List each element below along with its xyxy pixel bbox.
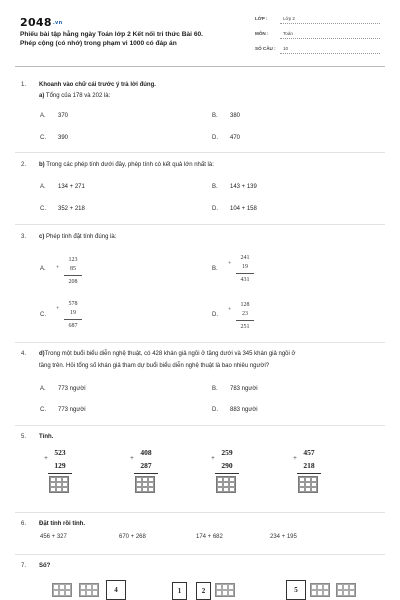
option-d-letter[interactable]: D. (212, 312, 218, 318)
addition-problem-4: 457 + 218 (293, 448, 327, 498)
question-number: 7. (21, 563, 27, 569)
logo-suffix: .vn (52, 20, 63, 26)
question-text-cont: tầng trên. Hỏi tổng số khán giả tham dự buổi biểu diễn nghệ thuật là bao nhiêu người? (39, 363, 270, 369)
site-logo[interactable] (20, 16, 62, 29)
option-c[interactable]: C. 352 + 218 (40, 206, 85, 212)
option-b[interactable]: B. 380 (212, 113, 241, 119)
option-b[interactable]: B. 143 + 139 (212, 184, 257, 190)
option-c[interactable]: C. 773 người (40, 407, 86, 413)
question-text: Số? (39, 563, 51, 569)
answer-grid[interactable] (135, 476, 155, 493)
meta-row-subject (255, 31, 380, 46)
question-number: 2. (21, 162, 27, 168)
question-number: 6. (21, 521, 27, 527)
question-text: d)Trong một buổi biểu diễn nghệ thuật, có 428 khán giả ngồi ở tầng dưới và 345 khán giả ngồi ở (39, 351, 296, 357)
blank-grid[interactable] (336, 583, 356, 597)
expression-1: 456 + 327 (40, 534, 67, 540)
expression-3: 174 + 682 (196, 534, 223, 540)
divider (15, 425, 385, 426)
number-box: 2 (196, 582, 211, 600)
meta-row-count (255, 46, 380, 61)
meta-label: MÔN : (255, 31, 269, 36)
title-line-1: Phiếu bài tập hằng ngày Toán lớp 2 Kết nối tri thức Bài 60. (20, 31, 203, 38)
question-number: 4. (21, 351, 27, 357)
meta-row-class (255, 16, 380, 31)
divider (15, 554, 385, 555)
addition-problem-3: 259 + 290 (211, 448, 245, 498)
option-d[interactable]: D. 470 (212, 135, 241, 141)
option-b-calc[interactable]: + 241 19 431 (228, 255, 258, 289)
divider (15, 342, 385, 343)
divider (15, 152, 385, 153)
question-number: 5. (21, 434, 27, 440)
option-a[interactable]: A. 370 (40, 113, 69, 119)
option-d[interactable]: D. 104 + 158 (212, 206, 257, 212)
option-a-letter[interactable]: A. (40, 266, 46, 272)
number-box: 4 (106, 580, 126, 600)
meta-value: 10 (283, 46, 289, 51)
number-box: 1 (172, 582, 187, 600)
blank-grid[interactable] (52, 583, 72, 597)
question-number: 1. (21, 82, 27, 88)
option-a-calc[interactable]: + 123 85 208 (56, 257, 86, 291)
divider (15, 224, 385, 225)
addition-problem-2: 408 + 287 (130, 448, 164, 498)
question-number: 3. (21, 234, 27, 240)
worksheet-title (20, 30, 250, 48)
meta-label: LỚP : (255, 16, 268, 21)
expression-2: 670 + 268 (119, 534, 146, 540)
option-b[interactable]: B. 783 người (212, 386, 258, 392)
answer-grid[interactable] (298, 476, 318, 493)
answer-grid[interactable] (49, 476, 69, 493)
answer-grid[interactable] (216, 476, 236, 493)
title-line-2: Phép cộng (có nhớ) trong phạm vi 1000 có đáp án (20, 40, 177, 47)
header-divider (15, 66, 385, 67)
question-text: Tính. (39, 434, 54, 440)
option-c-calc[interactable]: + 578 19 687 (56, 301, 86, 335)
meta-panel (255, 16, 380, 61)
expression-4: 234 + 195 (270, 534, 297, 540)
meta-label: SỐ CÂU : (255, 46, 276, 51)
option-c-letter[interactable]: C. (40, 312, 46, 318)
option-a[interactable]: A. 773 người (40, 386, 86, 392)
logo-text: 2048 (20, 16, 52, 29)
option-c[interactable]: C. 390 (40, 135, 69, 141)
question-text: Đặt tính rồi tính. (39, 521, 85, 527)
option-b-letter[interactable]: B. (212, 266, 218, 272)
blank-grid[interactable] (79, 583, 99, 597)
meta-value: Toán (283, 31, 293, 36)
question-text: c) Phép tính đặt tính đúng là: (39, 234, 117, 240)
blank-grid[interactable] (215, 583, 235, 597)
number-box: 5 (286, 580, 306, 600)
question-subtext: a) Tổng của 178 và 202 là: (39, 93, 111, 99)
question-text: b) Trong các phép tính dưới đây, phép tính có kết quả lớn nhất là: (39, 162, 214, 168)
option-d-calc[interactable]: + 128 23 251 (228, 302, 258, 336)
option-a[interactable]: A. 134 + 271 (40, 184, 85, 190)
question-text: Khoanh vào chữ cái trước ý trả lời đúng. (39, 82, 156, 88)
option-d[interactable]: D. 883 người (212, 407, 258, 413)
blank-grid[interactable] (310, 583, 330, 597)
addition-problem-1: 523 + 129 (44, 448, 78, 498)
divider (15, 512, 385, 513)
meta-value: Lớp 2 (283, 16, 295, 21)
